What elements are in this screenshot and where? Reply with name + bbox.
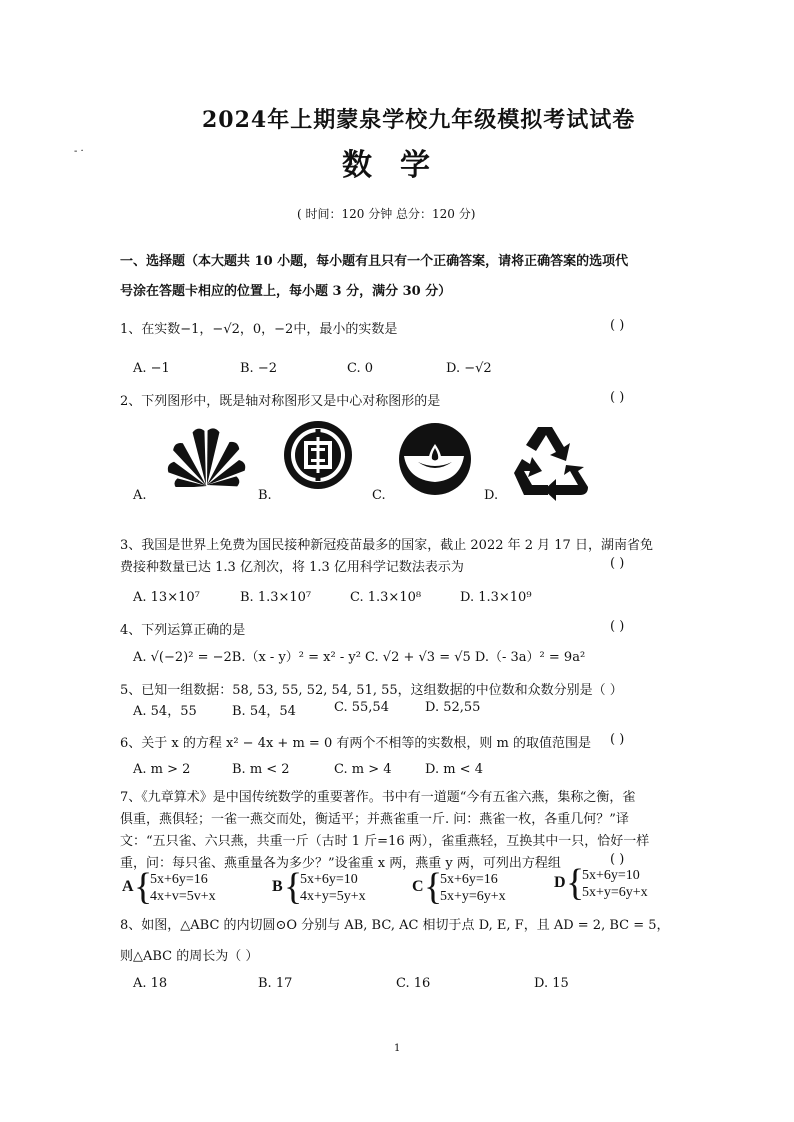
q6-option-a: A. m > 2 <box>133 762 191 777</box>
q2-stem: 2、下列图形中，既是轴对称图形又是中心对称图形的是 <box>120 394 441 409</box>
q7-option-a-brace: { <box>134 866 153 908</box>
q7-option-c-brace: { <box>424 866 443 908</box>
q2-option-d: D. <box>484 488 499 503</box>
q8-line1: 8、如图，△ABC 的内切圆⊙O 分别与 AB, BC, AC 相切于点 D, E, F，且 AD = 2, BC = 5， <box>120 918 670 933</box>
q5-option-b: B. 54，54 <box>232 704 296 719</box>
q5-stem: 5、已知一组数据：58, 53, 55, 52, 54, 51, 55，这组数据的中位数和众数分别是（ ） <box>120 683 623 698</box>
q7-option-a-label: A <box>122 878 134 895</box>
q7-option-d <box>554 862 694 904</box>
section-heading-line2: 号涂在答题卡相应的位置上，每小题 3 分，满分 30 分） <box>120 284 452 299</box>
q7-option-d-brace: { <box>566 862 585 904</box>
exam-info: ( 时间：120 分钟 总分：120 分) <box>297 207 476 221</box>
q3-answer-paren: ( ) <box>610 556 625 571</box>
q7-option-a-eq2: 4x+v=5v+x <box>150 889 216 904</box>
q4-stem: 4、下列运算正确的是 <box>120 623 246 638</box>
q8-line2: 则△ABC 的周长为（ ） <box>120 949 259 964</box>
q3-line2: 费接种数量已达 1.3 亿剂次，将 1.3 亿用科学记数法表示为 <box>120 560 464 575</box>
q3-option-a: A. 13×10⁷ <box>133 590 200 605</box>
q1-option-b: B. −2 <box>240 361 277 376</box>
q2-option-b: B. <box>258 488 272 503</box>
q7-option-c-eq1: 5x+6y=16 <box>440 872 498 887</box>
q6-option-b: B. m < 2 <box>232 762 290 777</box>
huawei-logo-icon <box>160 425 255 487</box>
q7-option-a-eq1: 5x+6y=16 <box>150 872 208 887</box>
recycle-icon <box>508 421 592 501</box>
water-drop-logo-icon <box>398 422 472 496</box>
q4-answer-paren: ( ) <box>610 619 625 634</box>
q7-option-b <box>272 866 412 908</box>
q2-option-a: A. <box>133 488 147 503</box>
q6-stem: 6、关于 x 的方程 x² − 4x + m = 0 有两个不相等的实数根，则 m 的取值范围是 <box>120 736 591 751</box>
q7-line4: 重，问：每只雀、燕重量各为多少？”设雀重 x 两，燕重 y 两，可列出方程组 <box>120 856 561 871</box>
q7-option-d-eq2: 5x+y=6y+x <box>582 885 648 900</box>
q5-option-d: D. 52,55 <box>425 700 481 715</box>
q7-option-d-eq1: 5x+6y=10 <box>582 868 640 883</box>
q5-option-a: A. 54，55 <box>133 704 197 719</box>
q1-answer-paren: ( ) <box>610 318 625 333</box>
q2-option-c: C. <box>372 488 386 503</box>
section-heading-line1: 一、选择题（本大题共 10 小题，每小题有且只有一个正确答案，请将正确答案的选项代 <box>120 254 629 269</box>
q1-option-d: D. −√2 <box>446 361 492 376</box>
subject-title: 数学 <box>342 148 458 183</box>
q7-line1: 7、《九章算术》是中国传统数学的重要著作。书中有一道题“今有五雀六燕，集称之衡，雀 <box>120 790 636 805</box>
q2-answer-paren: ( ) <box>610 390 625 405</box>
q1-option-c: C. 0 <box>347 361 374 376</box>
q3-line1: 3、我国是世界上免费为国民接种新冠疫苗最多的国家，截止 2022 年 2 月 17 日，湖南省免 <box>120 538 653 553</box>
q7-option-a <box>122 866 262 908</box>
exam-title: 2024年上期蒙泉学校九年级模拟考试试卷 <box>202 107 636 133</box>
q6-option-d: D. m < 4 <box>425 762 483 777</box>
page-number: 1 <box>394 1043 401 1054</box>
q8-option-a: A. 18 <box>133 976 168 991</box>
q7-option-c <box>412 866 552 908</box>
q1-stem: 1、在实数−1，−√2，0，−2中，最小的实数是 <box>120 322 398 337</box>
q3-option-b: B. 1.3×10⁷ <box>240 590 312 605</box>
q7-answer-paren: ( ) <box>610 852 625 867</box>
q1-option-a: A. −1 <box>133 361 170 376</box>
q7-option-c-label: C <box>412 878 424 895</box>
q7-option-d-label: D <box>554 874 566 891</box>
q6-option-c: C. m > 4 <box>334 762 392 777</box>
q8-option-c: C. 16 <box>396 976 431 991</box>
q7-line2: 俱重，燕俱轻；一雀一燕交而处，衡适平；并燕雀重一斤. 问：燕雀一枚，各重几何？”译 <box>120 812 629 827</box>
q3-option-c: C. 1.3×10⁸ <box>350 590 422 605</box>
q5-option-c: C. 55,54 <box>334 700 389 715</box>
q7-option-c-eq2: 5x+y=6y+x <box>440 889 506 904</box>
q7-option-b-eq1: 5x+6y=10 <box>300 872 358 887</box>
q4-options: A. √(−2)² = −2B.（x - y）² = x² - y² C. √2 + √3 = √5 D.（- 3a）² = 9a² <box>133 650 586 665</box>
stray-mark: ‐ · <box>74 146 84 157</box>
q6-answer-paren: ( ) <box>610 732 625 747</box>
bank-logo-icon <box>282 419 354 491</box>
q7-option-b-brace: { <box>284 866 303 908</box>
q7-option-b-label: B <box>272 878 283 895</box>
q8-option-b: B. 17 <box>258 976 293 991</box>
q7-line3: 文：“五只雀、六只燕，共重一斤（古时 1 斤=16 两），雀重燕轻，互换其中一只，恰好一样 <box>120 834 650 849</box>
q3-option-d: D. 1.3×10⁹ <box>460 590 532 605</box>
q7-option-b-eq2: 4x+y=5y+x <box>300 889 366 904</box>
q8-option-d: D. 15 <box>534 976 569 991</box>
